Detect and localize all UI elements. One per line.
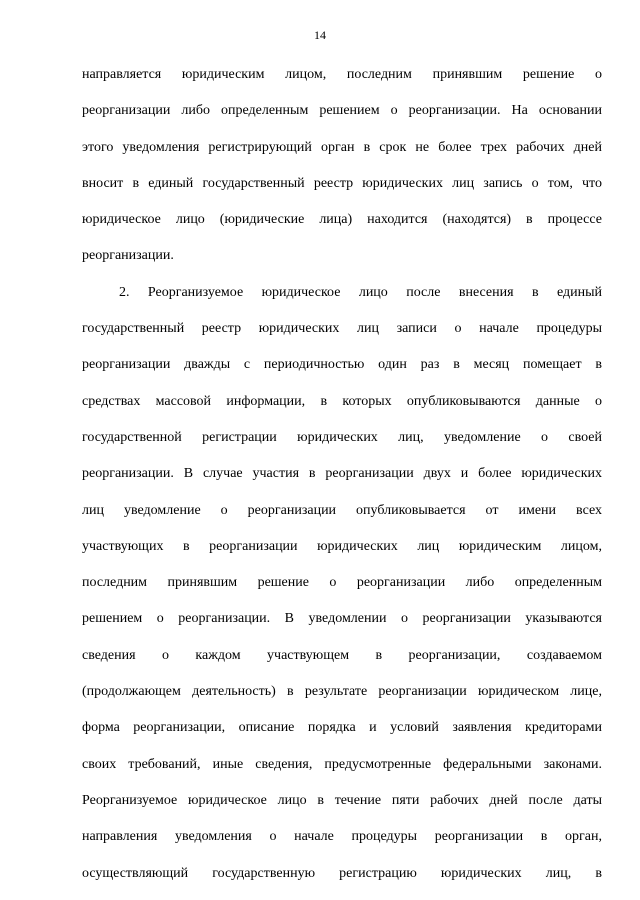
text-line: Реорганизуемое юридическое лицо в течение пяти рабочих дней после даты — [82, 792, 602, 808]
text-line: своих требований, иные сведения, предусмотренные федеральными законами. — [82, 756, 602, 772]
text-line: 2. Реорганизуемое юридическое лицо после внесения в единый — [119, 284, 602, 300]
text-line: лиц уведомление о реорганизации опубликовывается от имени всех — [82, 502, 602, 518]
text-line: реорганизации дважды с периодичностью один раз в месяц помещает в — [82, 357, 602, 373]
text-line: реорганизации либо определенным решением о реорганизации. На основании — [82, 103, 602, 119]
text-line: участвующих в реорганизации юридических лиц юридическим лицом, — [82, 538, 602, 554]
text-line: реорганизации. В случае участия в реорганизации двух и более юридических — [82, 466, 602, 482]
text-line: государственной регистрации юридических лиц, уведомление о своей — [82, 429, 602, 445]
text-line: направления уведомления о начале процедуры реорганизации в орган, — [82, 829, 602, 845]
text-line: этого уведомления регистрирующий орган в срок не более трех рабочих дней — [82, 139, 602, 155]
text-line: сведения о каждом участвующем в реорганизации, создаваемом — [82, 647, 602, 663]
page-number: 14 — [314, 28, 326, 42]
text-line: вносит в единый государственный реестр юридических лиц запись о том, что — [82, 175, 602, 191]
text-line: осуществляющий государственную регистрацию юридических лиц, в — [82, 865, 602, 881]
text-line: решением о реорганизации. В уведомлении о реорганизации указываются — [82, 611, 602, 627]
document-body — [82, 57, 602, 892]
text-line: (продолжающем деятельность) в результате реорганизации юридическом лице, — [82, 684, 602, 700]
text-line: последним принявшим решение о реорганизации либо определенным — [82, 575, 602, 591]
text-line: форма реорганизации, описание порядка и условий заявления кредиторами — [82, 720, 602, 736]
text-line: реорганизации. — [82, 248, 174, 264]
text-line: государственный реестр юридических лиц записи о начале процедуры — [82, 321, 602, 337]
text-line: юридическое лицо (юридические лица) находится (находятся) в процессе — [82, 212, 602, 228]
text-line: направляется юридическим лицом, последним принявшим решение о — [82, 67, 602, 82]
text-line: средствах массовой информации, в которых опубликовываются данные о — [82, 393, 602, 409]
